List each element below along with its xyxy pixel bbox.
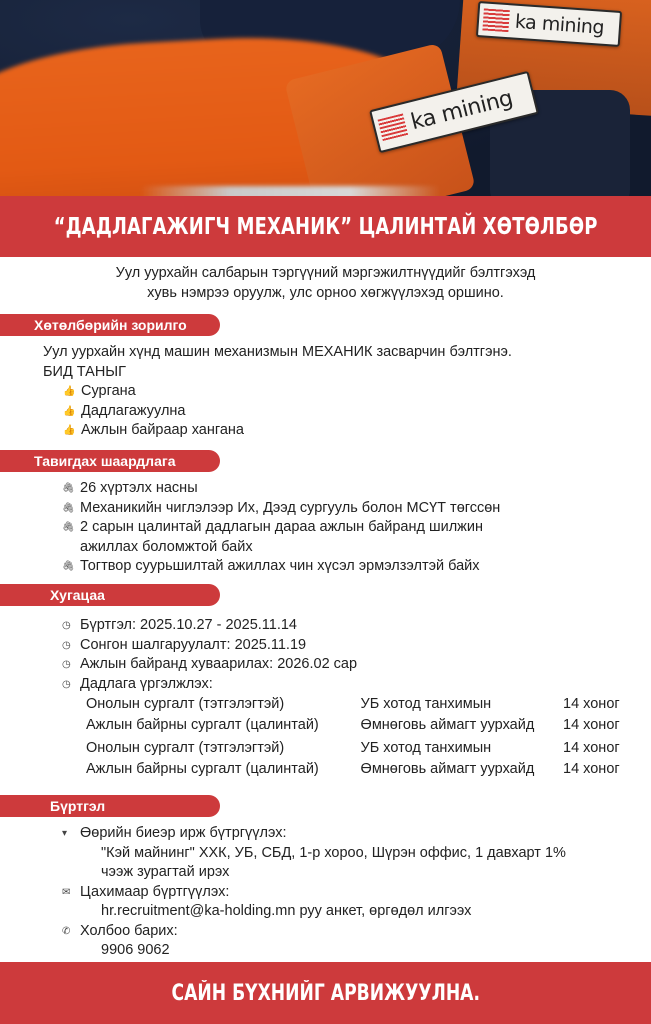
- list-item: [62, 479, 582, 499]
- footer-banner: [0, 962, 651, 1024]
- schedule-place: Өмнөговь аймагт уурхайд: [360, 761, 535, 777]
- company-logo-icon: [378, 113, 409, 141]
- section-heading-label: Бүртгэл: [50, 798, 106, 814]
- schedule-duration: 14 хоног: [563, 761, 620, 777]
- intro-text: [0, 263, 651, 303]
- intro-line: хувь нэмрээ оруулж, улс орноо хөгжүүлэхэд оршино.: [147, 285, 504, 301]
- schedule-duration: 14 хоног: [563, 696, 620, 712]
- registration-note: чээж зурагтай ирэх: [101, 864, 230, 880]
- requirements-section: [62, 479, 582, 577]
- timeline-section: [62, 616, 642, 781]
- thumbs-up-icon: 👍: [63, 405, 76, 417]
- hero-photo: [0, 0, 651, 196]
- page-title: “ДАДЛАГАЖИГЧ МЕХАНИК” ЦАЛИНТАЙ ХӨТӨЛБӨР: [53, 213, 598, 240]
- footer-slogan: САЙН БҮХНИЙГ АРВИЖУУЛНА.: [171, 980, 480, 1006]
- section-heading-requirements: [0, 450, 220, 472]
- patch-text: ka mining: [408, 85, 516, 135]
- registration-item-online: [62, 883, 642, 922]
- paperclip-icon: 🖇: [62, 561, 75, 572]
- goal-text: Уул уурхайн хүнд машин механизмын МЕХАНИК засварчин бэлтгэнэ.: [43, 344, 512, 360]
- schedule-place: УБ хотод танхимын: [360, 696, 492, 712]
- schedule-type: Онолын сургалт (тэтгэлэгтэй): [86, 740, 285, 756]
- schedule-type: Онолын сургалт (тэтгэлэгтэй): [86, 696, 285, 712]
- schedule-type: Ажлын байрны сургалт (цалинтай): [86, 761, 319, 777]
- schedule-duration: 14 хоног: [563, 717, 620, 733]
- list-item-text: Механикийн чиглэлээр Их, Дээд сургууль болон МСҮТ төгссөн: [80, 499, 501, 516]
- schedule-row: [86, 695, 642, 716]
- list-item: [62, 616, 642, 636]
- paperclip-icon: 🖇: [62, 522, 75, 533]
- list-item-text: Тогтвор суурьшилтай ажиллах чин хүсэл эрмэлзэлтэй байх: [80, 558, 480, 574]
- clock-icon: ◷: [62, 659, 71, 670]
- registration-item-contact: [62, 922, 642, 961]
- section-heading-timeline: [0, 584, 220, 606]
- intro-line: Уул уурхайн салбарын тэргүүний мэргэжилтнүүдийг бэлтгэхэд: [115, 265, 536, 281]
- contact-phone[interactable]: 9906 9062: [101, 942, 170, 958]
- section-heading-goal: [0, 314, 220, 336]
- schedule-row: [86, 760, 642, 781]
- registration-label: Өөрийн биеэр ирж бүтргүүлэх:: [80, 825, 287, 841]
- list-item-text: 26 хүртэлх насны: [80, 480, 198, 496]
- chevron-down-icon: ▾: [62, 828, 68, 839]
- paperclip-icon: 🖇: [62, 502, 75, 514]
- list-item: [62, 636, 642, 656]
- photo-reflective-strip: [140, 186, 440, 196]
- goal-section: [43, 343, 633, 441]
- list-item: [62, 518, 582, 557]
- company-logo-icon: [482, 8, 509, 32]
- list-item: [62, 557, 582, 577]
- section-heading-label: Тавигдах шаардлага: [34, 453, 176, 469]
- schedule-table: [86, 695, 642, 781]
- list-item-text: 2 сарын цалинтай дадлагын дараа ажлын байранд шилжин ажиллах боломжтой байх: [80, 519, 483, 555]
- registration-label: Цахимаар бүртгүүлэх:: [80, 883, 230, 900]
- title-banner: [0, 196, 651, 257]
- schedule-row: [86, 739, 642, 760]
- schedule-type: Ажлын байрны сургалт (цалинтай): [86, 717, 319, 733]
- thumbs-up-icon: 👍: [63, 425, 76, 436]
- clock-icon: ◷: [62, 620, 71, 631]
- registration-address: "Кэй майнинг" ХХК, УБ, СБД, 1-р хороо, Шүрэн оффис, 1 давхарт 1%: [101, 844, 566, 861]
- list-item: [62, 655, 642, 675]
- section-heading-registration: [0, 795, 220, 817]
- registration-label: Холбоо барих:: [80, 922, 178, 939]
- list-item-text: Бүртгэл: 2025.10.27 - 2025.11.14: [80, 617, 297, 633]
- section-heading-label: Хөтөлбөрийн зорилго: [34, 317, 187, 333]
- list-item-text: Сургана: [81, 383, 136, 399]
- schedule-row: [86, 716, 642, 739]
- schedule-duration: 14 хоног: [563, 740, 620, 756]
- list-item-text: Сонгон шалгаруулалт: 2025.11.19: [80, 636, 307, 653]
- list-item: [63, 402, 633, 422]
- list-item-text: Дадлага үргэлжлэх:: [80, 675, 213, 692]
- list-item-text: Ажлын байраар хангана: [81, 422, 244, 438]
- schedule-place: Өмнөговь аймагт уурхайд: [360, 717, 535, 733]
- list-item-text: Дадлагажуулна: [81, 402, 186, 419]
- list-item: [62, 499, 582, 519]
- mailbox-icon: ✉: [62, 886, 71, 898]
- paperclip-icon: 🖇: [62, 483, 75, 494]
- registration-email[interactable]: hr.recruitment@ka-holding.mn руу анкет, өргөдөл илгээх: [101, 903, 472, 919]
- registration-item-in-person: [62, 824, 642, 883]
- patch-text: ka mining: [514, 10, 605, 39]
- phone-icon: ✆: [62, 925, 71, 937]
- goal-subheading: БИД ТАНЫГ: [43, 363, 126, 380]
- list-item: [63, 382, 633, 402]
- registration-section: [62, 824, 642, 961]
- clock-icon: ◷: [62, 639, 71, 651]
- thumbs-up-icon: 👍: [63, 386, 76, 397]
- clock-icon: ◷: [62, 678, 71, 690]
- list-item: [63, 421, 633, 441]
- list-item-text: Ажлын байранд хуваарилах: 2026.02 сар: [80, 656, 358, 672]
- section-heading-label: Хугацаа: [50, 587, 105, 603]
- schedule-place: УБ хотод танхимын: [360, 740, 492, 756]
- list-item: [62, 675, 642, 695]
